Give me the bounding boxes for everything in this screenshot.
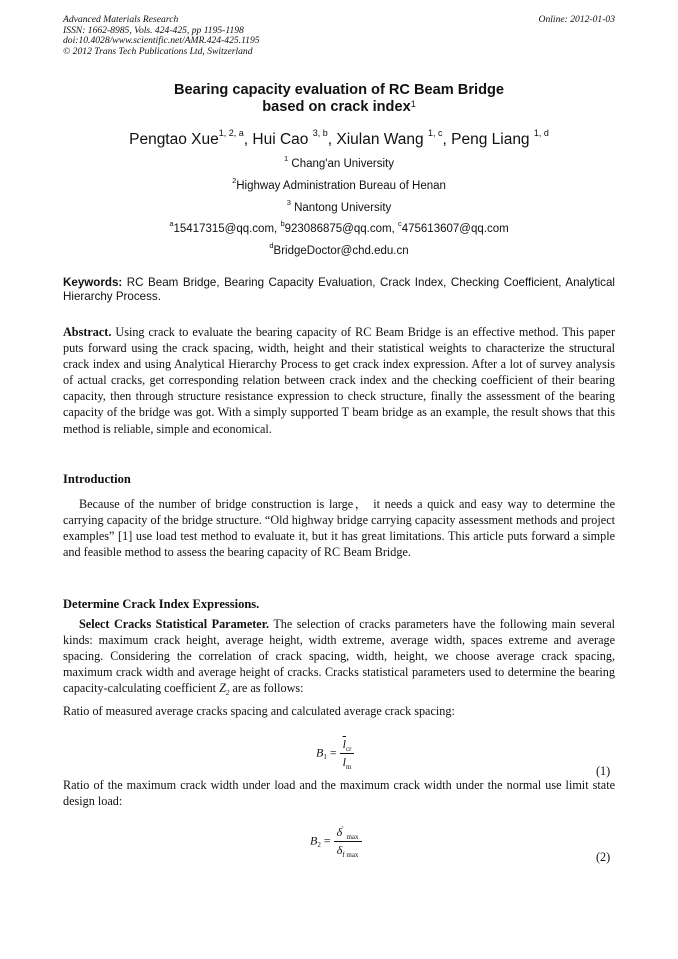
copyright-line: © 2012 Trans Tech Publications Ltd, Switzerland xyxy=(63,45,253,57)
paper-title xyxy=(63,82,615,116)
ratio-1-text: Ratio of measured average cracks spacing and calculated average crack spacing: xyxy=(63,704,455,718)
email-line-1: $^a$15417315@qq.com, $^b$923086875@qq.com, $^c$475613607@qq.com xyxy=(169,219,509,235)
subsection-heading: Select Cracks Statistical Parameter. xyxy=(79,617,270,631)
email-d[interactable]: BridgeDoctor@chd.edu.cn xyxy=(273,244,409,257)
title-line-2: based on crack index$^1$ xyxy=(262,99,416,115)
introduction-heading: Introduction xyxy=(63,472,131,486)
author-sup: 1, 2, a xyxy=(218,128,244,138)
introduction-text: Because of the number of bridge construction is large， it needs a quick and easy way to determine the carrying capacity of the bridge structure. “Old highway bridge carrying capacity assessment methods and project examples” [1] use load test method to evaluate it, but it has great limitations. This article puts forward a simple and feasible method to assess the bearing capacity of RC Beam Bridge. xyxy=(63,497,615,560)
journal-name: Advanced Materials Research xyxy=(63,14,179,25)
ratio-2-text: Ratio of the maximum crack width under load and the maximum crack width under the normal use limit state design load: xyxy=(63,778,615,809)
section-heading: Determine Crack Index Expressions. xyxy=(63,597,260,611)
keywords-label: Keywords: xyxy=(63,276,123,289)
author-name: Hui Cao xyxy=(252,131,309,149)
author-sup: 1, d xyxy=(533,128,549,138)
author-list: Pengtao Xue$^{1, 2, a}$, Hui Cao $^{3, b}$, Xiulan Wang $^{1, c}$, Peng Liang $^{1, d}$ xyxy=(129,128,549,149)
section-paragraph: Select Cracks Statistical Parameter. The selection of cracks parameters have the following main several kinds: maximum crack height, average height, width extreme, average width, spaces extreme and average spacing. Considering the correlation of crack spacing, width, height, we choose average crack spacing, maximum crack width and average height of cracks. Cracks statistical parameters used to determine the bearing capacity-calculating coefficient $Z_2$ are as follows: xyxy=(63,617,615,698)
equation-2: $B_2$ = $\frac{\delta' _{max}}{\delta_{f max}}$ xyxy=(310,825,362,858)
equation-2-fraction: $\frac{\delta' _{max}}{\delta_{f max}}$ xyxy=(334,825,362,858)
email-b[interactable]: 923086875@qq.com, xyxy=(284,222,395,235)
author-sup: 3, b xyxy=(312,128,328,138)
doi-line: doi:10.4028/www.scientific.net/AMR.424-425.1195 xyxy=(63,35,260,46)
coefficient-symbol: $Z_2$ xyxy=(219,681,230,698)
author-name: Pengtao Xue xyxy=(129,131,219,149)
title-line-1: Bearing capacity evaluation of RC Beam Bridge xyxy=(173,82,505,98)
abstract-label: Abstract. xyxy=(63,325,112,339)
equation-2-number: (2) xyxy=(596,850,611,864)
email-c[interactable]: 475613607@qq.com xyxy=(401,222,509,235)
journal-header xyxy=(63,15,615,57)
affiliation-1: $^1$ Chang'an University xyxy=(284,154,394,170)
abstract-block xyxy=(63,324,615,437)
author-name: Peng Liang xyxy=(451,131,530,149)
email-line-2: $^d$BridgeDoctor@chd.edu.cn xyxy=(269,241,409,257)
affiliation-2: $^2$Highway Administration Bureau of Henan xyxy=(232,176,446,192)
keywords-text: RC Beam Bridge, Bearing Capacity Evaluation, Crack Index, Checking Coefficient, Analytical Hierarchy Process. xyxy=(63,276,615,303)
equation-1-number: (1) xyxy=(596,764,611,778)
title-footnote-mark: 1 xyxy=(410,99,416,109)
keywords-block xyxy=(63,276,615,304)
affiliation-3: $^3$ Nantong University xyxy=(286,198,392,214)
issn-line: ISSN: 1662-8985, Vols. 424-425, pp 1195-1198 xyxy=(63,24,244,36)
online-date: Online: 2012-01-03 xyxy=(538,14,615,25)
author-sup: 1, c xyxy=(427,128,443,138)
equation-1-fraction: $\frac{\overline{l}_{cr}}{l_m}$ xyxy=(340,737,355,770)
email-a[interactable]: 15417315@qq.com, xyxy=(173,222,278,235)
equation-1: $B_1$ = $\frac{\overline{l}_{cr}}{l_m}$ xyxy=(316,737,354,770)
author-name: Xiulan Wang xyxy=(336,131,424,149)
abstract-text: Using crack to evaluate the bearing capacity of RC Beam Bridge is an effective method. This paper puts forward using the crack spacing, width, height and their statistical weights to characterize the structural crack index and using Analytical Hierarchy Process to get crack index expression. After a lot of survey analysis of actual cracks, get corresponding relation between crack index and the checking coefficient of their bearing capacity, then through structure resistance expression to check structure, finally the assessment of the bearing capacity of the bridge was got. With a simply supported T beam bridge as an example, the result shows that this method is reliable, simple and economical. xyxy=(63,325,616,436)
